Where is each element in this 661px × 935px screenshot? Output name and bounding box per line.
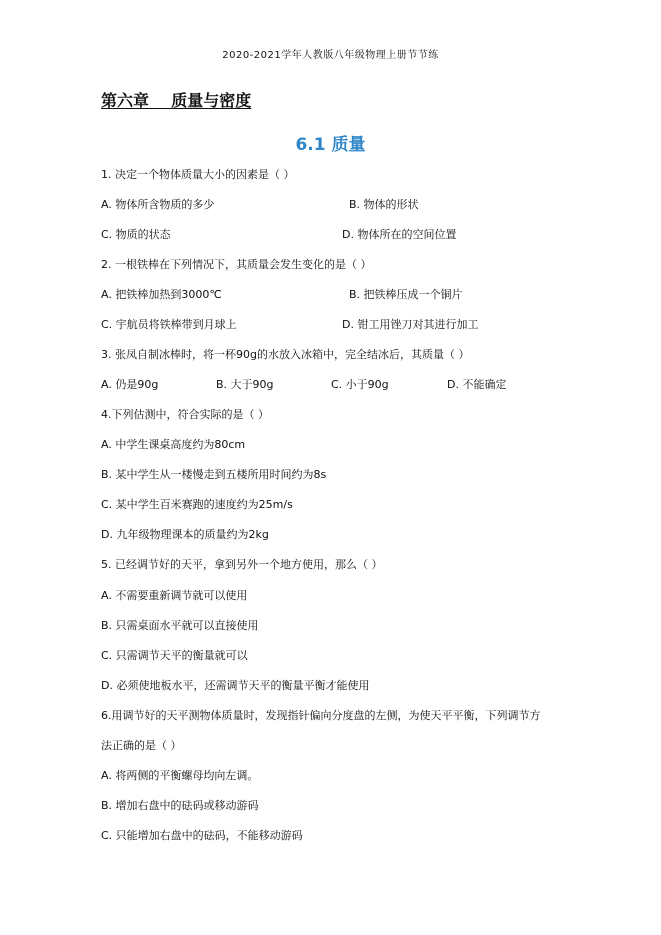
- question-3-stem: 3. 张凤自制冰棒时，将一杯90g的水放入冰箱中，完全结冰后，其质量（ ）: [101, 348, 470, 361]
- question-3-option-b: B. 大于90g: [216, 378, 274, 391]
- question-2-option-d: D. 钳工用锉刀对其进行加工: [342, 318, 479, 331]
- section-title: 6.1 质量: [295, 135, 366, 155]
- question-6-option-c: C. 只能增加右盘中的砝码，不能移动游码: [101, 829, 303, 842]
- question-4-option-b: B. 某中学生从一楼慢走到五楼所用时间约为8s: [101, 468, 327, 481]
- chapter-title: 第六章 质量与密度: [101, 91, 252, 110]
- question-4-option-a: A. 中学生课桌高度约为80cm: [101, 438, 246, 451]
- question-1-option-b: B. 物体的形状: [349, 198, 419, 211]
- question-3-option-d: D. 不能确定: [447, 378, 507, 391]
- question-4-option-d: D. 九年级物理课本的质量约为2kg: [101, 528, 269, 541]
- question-2-option-c: C. 宇航员将铁棒带到月球上: [101, 318, 237, 331]
- question-6-stem-line-1: 6.用调节好的天平测物体质量时，发现指针偏向分度盘的左侧，为使天平平衡，下列调节方: [101, 709, 541, 722]
- question-5-stem: 5. 已经调节好的天平，拿到另外一个地方使用，那么（ ）: [101, 558, 383, 571]
- question-4-stem: 4.下列估测中，符合实际的是（ ）: [101, 408, 269, 421]
- question-4-option-c: C. 某中学生百米赛跑的速度约为25m/s: [101, 498, 293, 511]
- question-2-option-a: A. 把铁棒加热到3000℃: [101, 288, 222, 301]
- question-6-option-b: B. 增加右盘中的砝码或移动游码: [101, 799, 259, 812]
- question-1-option-d: D. 物体所在的空间位置: [342, 228, 457, 241]
- question-1-stem: 1. 决定一个物体质量大小的因素是（ ）: [101, 168, 295, 181]
- question-3-option-c: C. 小于90g: [331, 378, 389, 391]
- page-header: 2020-2021学年人教版八年级物理上册节节练: [222, 50, 439, 61]
- question-5-option-c: C. 只需调节天平的衡量就可以: [101, 649, 248, 662]
- question-1-option-a: A. 物体所含物质的多少: [101, 198, 215, 211]
- question-5-option-d: D. 必须使地板水平，还需调节天平的衡量平衡才能使用: [101, 679, 370, 692]
- question-6-stem-line-2: 法正确的是（ ）: [101, 739, 182, 752]
- question-5-option-a: A. 不需要重新调节就可以使用: [101, 589, 248, 602]
- question-2-stem: 2. 一根铁棒在下列情况下，其质量会发生变化的是（ ）: [101, 258, 372, 271]
- question-1-option-c: C. 物质的状态: [101, 228, 171, 241]
- question-2-option-b: B. 把铁棒压成一个铜片: [349, 288, 463, 301]
- question-3-option-a: A. 仍是90g: [101, 378, 159, 391]
- question-5-option-b: B. 只需桌面水平就可以直接使用: [101, 619, 259, 632]
- question-6-option-a: A. 将两侧的平衡螺母均向左调。: [101, 769, 259, 782]
